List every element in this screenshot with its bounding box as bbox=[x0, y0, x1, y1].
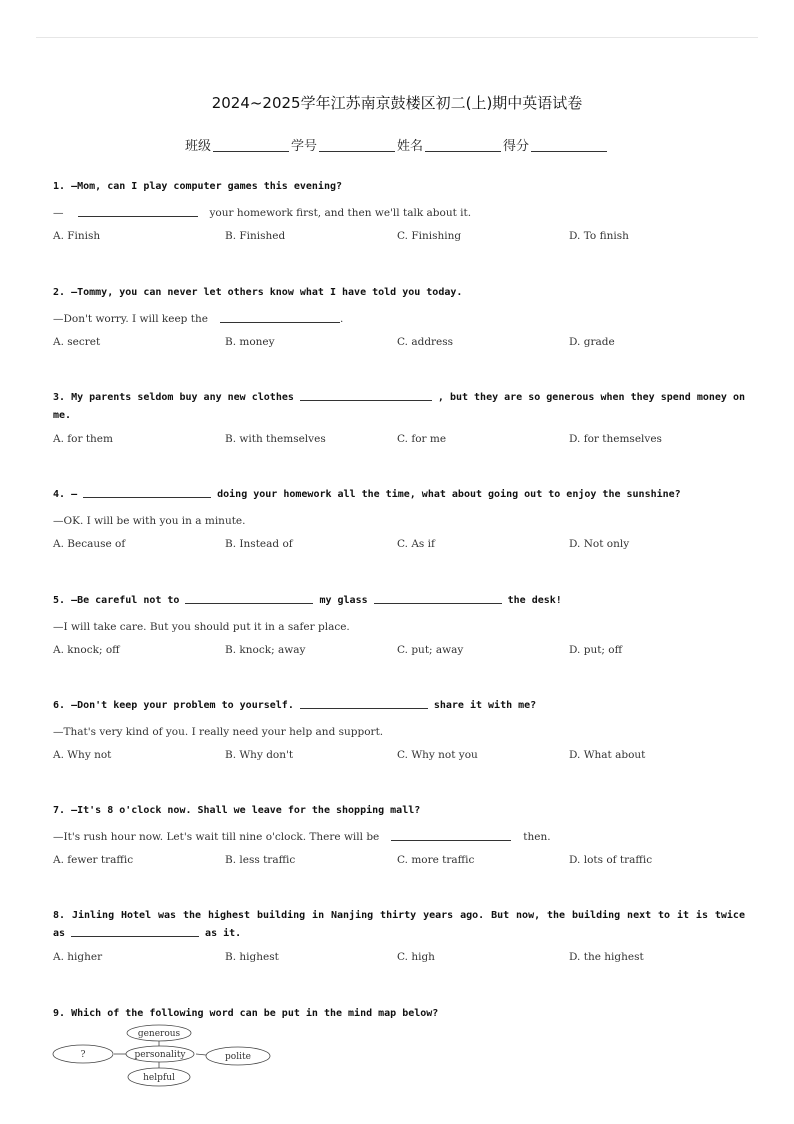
option-c[interactable]: C. address bbox=[397, 336, 454, 348]
answer-blank[interactable] bbox=[391, 830, 511, 841]
options-row bbox=[53, 230, 745, 246]
option-b[interactable]: B. money bbox=[225, 336, 275, 348]
number-label: 学号 bbox=[290, 139, 317, 154]
question-line2: —It's rush hour now. Let's wait till nine o'clock. There will be then. bbox=[53, 831, 551, 843]
option-c[interactable]: C. for me bbox=[397, 433, 447, 445]
class-label: 班级 bbox=[184, 139, 211, 154]
option-a[interactable]: A. higher bbox=[53, 951, 103, 963]
student-info bbox=[0, 135, 794, 154]
option-d[interactable]: D. put; off bbox=[569, 644, 623, 656]
answer-blank[interactable] bbox=[185, 593, 313, 604]
question-stem: 8. Jinling Hotel was the highest building in Nanjing thirty years ago. But now, the building next to it is twice as as it. bbox=[53, 910, 745, 939]
option-a[interactable]: A. for them bbox=[53, 433, 113, 445]
mind-map-label-center: personality bbox=[134, 1050, 186, 1060]
number-blank[interactable] bbox=[319, 151, 395, 152]
option-a[interactable]: A. secret bbox=[53, 336, 101, 348]
answer-blank[interactable] bbox=[71, 926, 199, 937]
mind-map-link bbox=[196, 1054, 206, 1055]
options-row bbox=[53, 433, 745, 449]
option-b[interactable]: B. less traffic bbox=[225, 854, 296, 866]
option-c[interactable]: C. more traffic bbox=[397, 854, 475, 866]
question-line2: —I will take care. But you should put it in a safer place. bbox=[53, 621, 350, 633]
option-b[interactable]: B. highest bbox=[225, 951, 279, 963]
question-line2: —That's very kind of you. I really need your help and support. bbox=[53, 726, 384, 738]
question-3 bbox=[53, 389, 745, 449]
score-label: 得分 bbox=[503, 139, 530, 154]
answer-blank[interactable] bbox=[374, 593, 502, 604]
answer-blank[interactable] bbox=[83, 487, 211, 498]
question-stem: 5. —Be careful not to my glass the desk! bbox=[53, 595, 562, 606]
option-d[interactable]: D. What about bbox=[569, 749, 646, 761]
name-label: 姓名 bbox=[397, 139, 424, 154]
answer-blank[interactable] bbox=[300, 390, 432, 401]
options-row bbox=[53, 336, 745, 352]
option-c[interactable]: C. high bbox=[397, 951, 435, 963]
question-stem: 3. My parents seldom buy any new clothes , but they are so generous when they spend money on me. bbox=[53, 392, 746, 421]
option-a[interactable]: A. Why not bbox=[53, 749, 112, 761]
option-c[interactable]: C. put; away bbox=[397, 644, 464, 656]
answer-blank[interactable] bbox=[220, 312, 340, 323]
question-stem: 1. —Mom, can I play computer games this evening? bbox=[53, 181, 343, 192]
question-5 bbox=[53, 592, 745, 660]
option-d[interactable]: D. grade bbox=[569, 336, 615, 348]
question-line2: — your homework first, and then we'll talk about it. bbox=[53, 207, 472, 219]
option-b[interactable]: B. knock; away bbox=[225, 644, 306, 656]
option-b[interactable]: B. Why don't bbox=[225, 749, 294, 761]
question-9 bbox=[53, 1005, 745, 1023]
question-1 bbox=[53, 178, 745, 246]
question-4 bbox=[53, 486, 745, 554]
options-row bbox=[53, 951, 745, 967]
score-blank[interactable] bbox=[531, 151, 607, 152]
class-blank[interactable] bbox=[213, 151, 289, 152]
option-d[interactable]: D. the highest bbox=[569, 951, 644, 963]
mind-map-label-right: polite bbox=[225, 1052, 251, 1062]
option-a[interactable]: A. Finish bbox=[53, 230, 101, 242]
answer-blank[interactable] bbox=[78, 206, 198, 217]
option-d[interactable]: D. for themselves bbox=[569, 433, 662, 445]
options-row bbox=[53, 854, 745, 870]
options-row bbox=[53, 749, 745, 765]
question-stem: 9. Which of the following word can be put in the mind map below? bbox=[53, 1008, 439, 1019]
option-c[interactable]: C. Why not you bbox=[397, 749, 478, 761]
question-line2: —OK. I will be with you in a minute. bbox=[53, 515, 246, 527]
question-8 bbox=[53, 907, 745, 967]
header-divider bbox=[36, 37, 758, 38]
question-6 bbox=[53, 697, 745, 765]
mind-map-label-top: generous bbox=[137, 1029, 181, 1039]
question-line2: —Don't worry. I will keep the . bbox=[53, 313, 344, 325]
option-a[interactable]: A. fewer traffic bbox=[53, 854, 134, 866]
option-d[interactable]: D. lots of traffic bbox=[569, 854, 653, 866]
mind-map-label-bottom: helpful bbox=[143, 1073, 175, 1083]
option-a[interactable]: A. Because of bbox=[53, 538, 126, 550]
question-stem: 6. —Don't keep your problem to yourself. share it with me? bbox=[53, 700, 537, 711]
option-c[interactable]: C. Finishing bbox=[397, 230, 462, 242]
question-2 bbox=[53, 284, 745, 352]
options-row bbox=[53, 538, 745, 554]
answer-blank[interactable] bbox=[300, 698, 428, 709]
option-b[interactable]: B. Instead of bbox=[225, 538, 293, 550]
mind-map bbox=[52, 1022, 276, 1088]
options-row bbox=[53, 644, 745, 660]
option-d[interactable]: D. Not only bbox=[569, 538, 630, 550]
option-a[interactable]: A. knock; off bbox=[53, 644, 120, 656]
page-title: 2024~2025学年江苏南京鼓楼区初二(上)期中英语试卷 bbox=[211, 94, 583, 112]
name-blank[interactable] bbox=[425, 151, 501, 152]
question-stem: 2. —Tommy, you can never let others know what I have told you today. bbox=[53, 287, 463, 298]
mind-map-label-unknown: ? bbox=[80, 1050, 86, 1060]
question-stem: 7. —It's 8 o'clock now. Shall we leave for the shopping mall? bbox=[53, 805, 421, 816]
option-b[interactable]: B. Finished bbox=[225, 230, 286, 242]
option-c[interactable]: C. As if bbox=[397, 538, 435, 550]
option-b[interactable]: B. with themselves bbox=[225, 433, 326, 445]
question-7 bbox=[53, 802, 745, 870]
option-d[interactable]: D. To finish bbox=[569, 230, 629, 242]
question-stem: 4. — doing your homework all the time, what about going out to enjoy the sunshine? bbox=[53, 489, 681, 500]
